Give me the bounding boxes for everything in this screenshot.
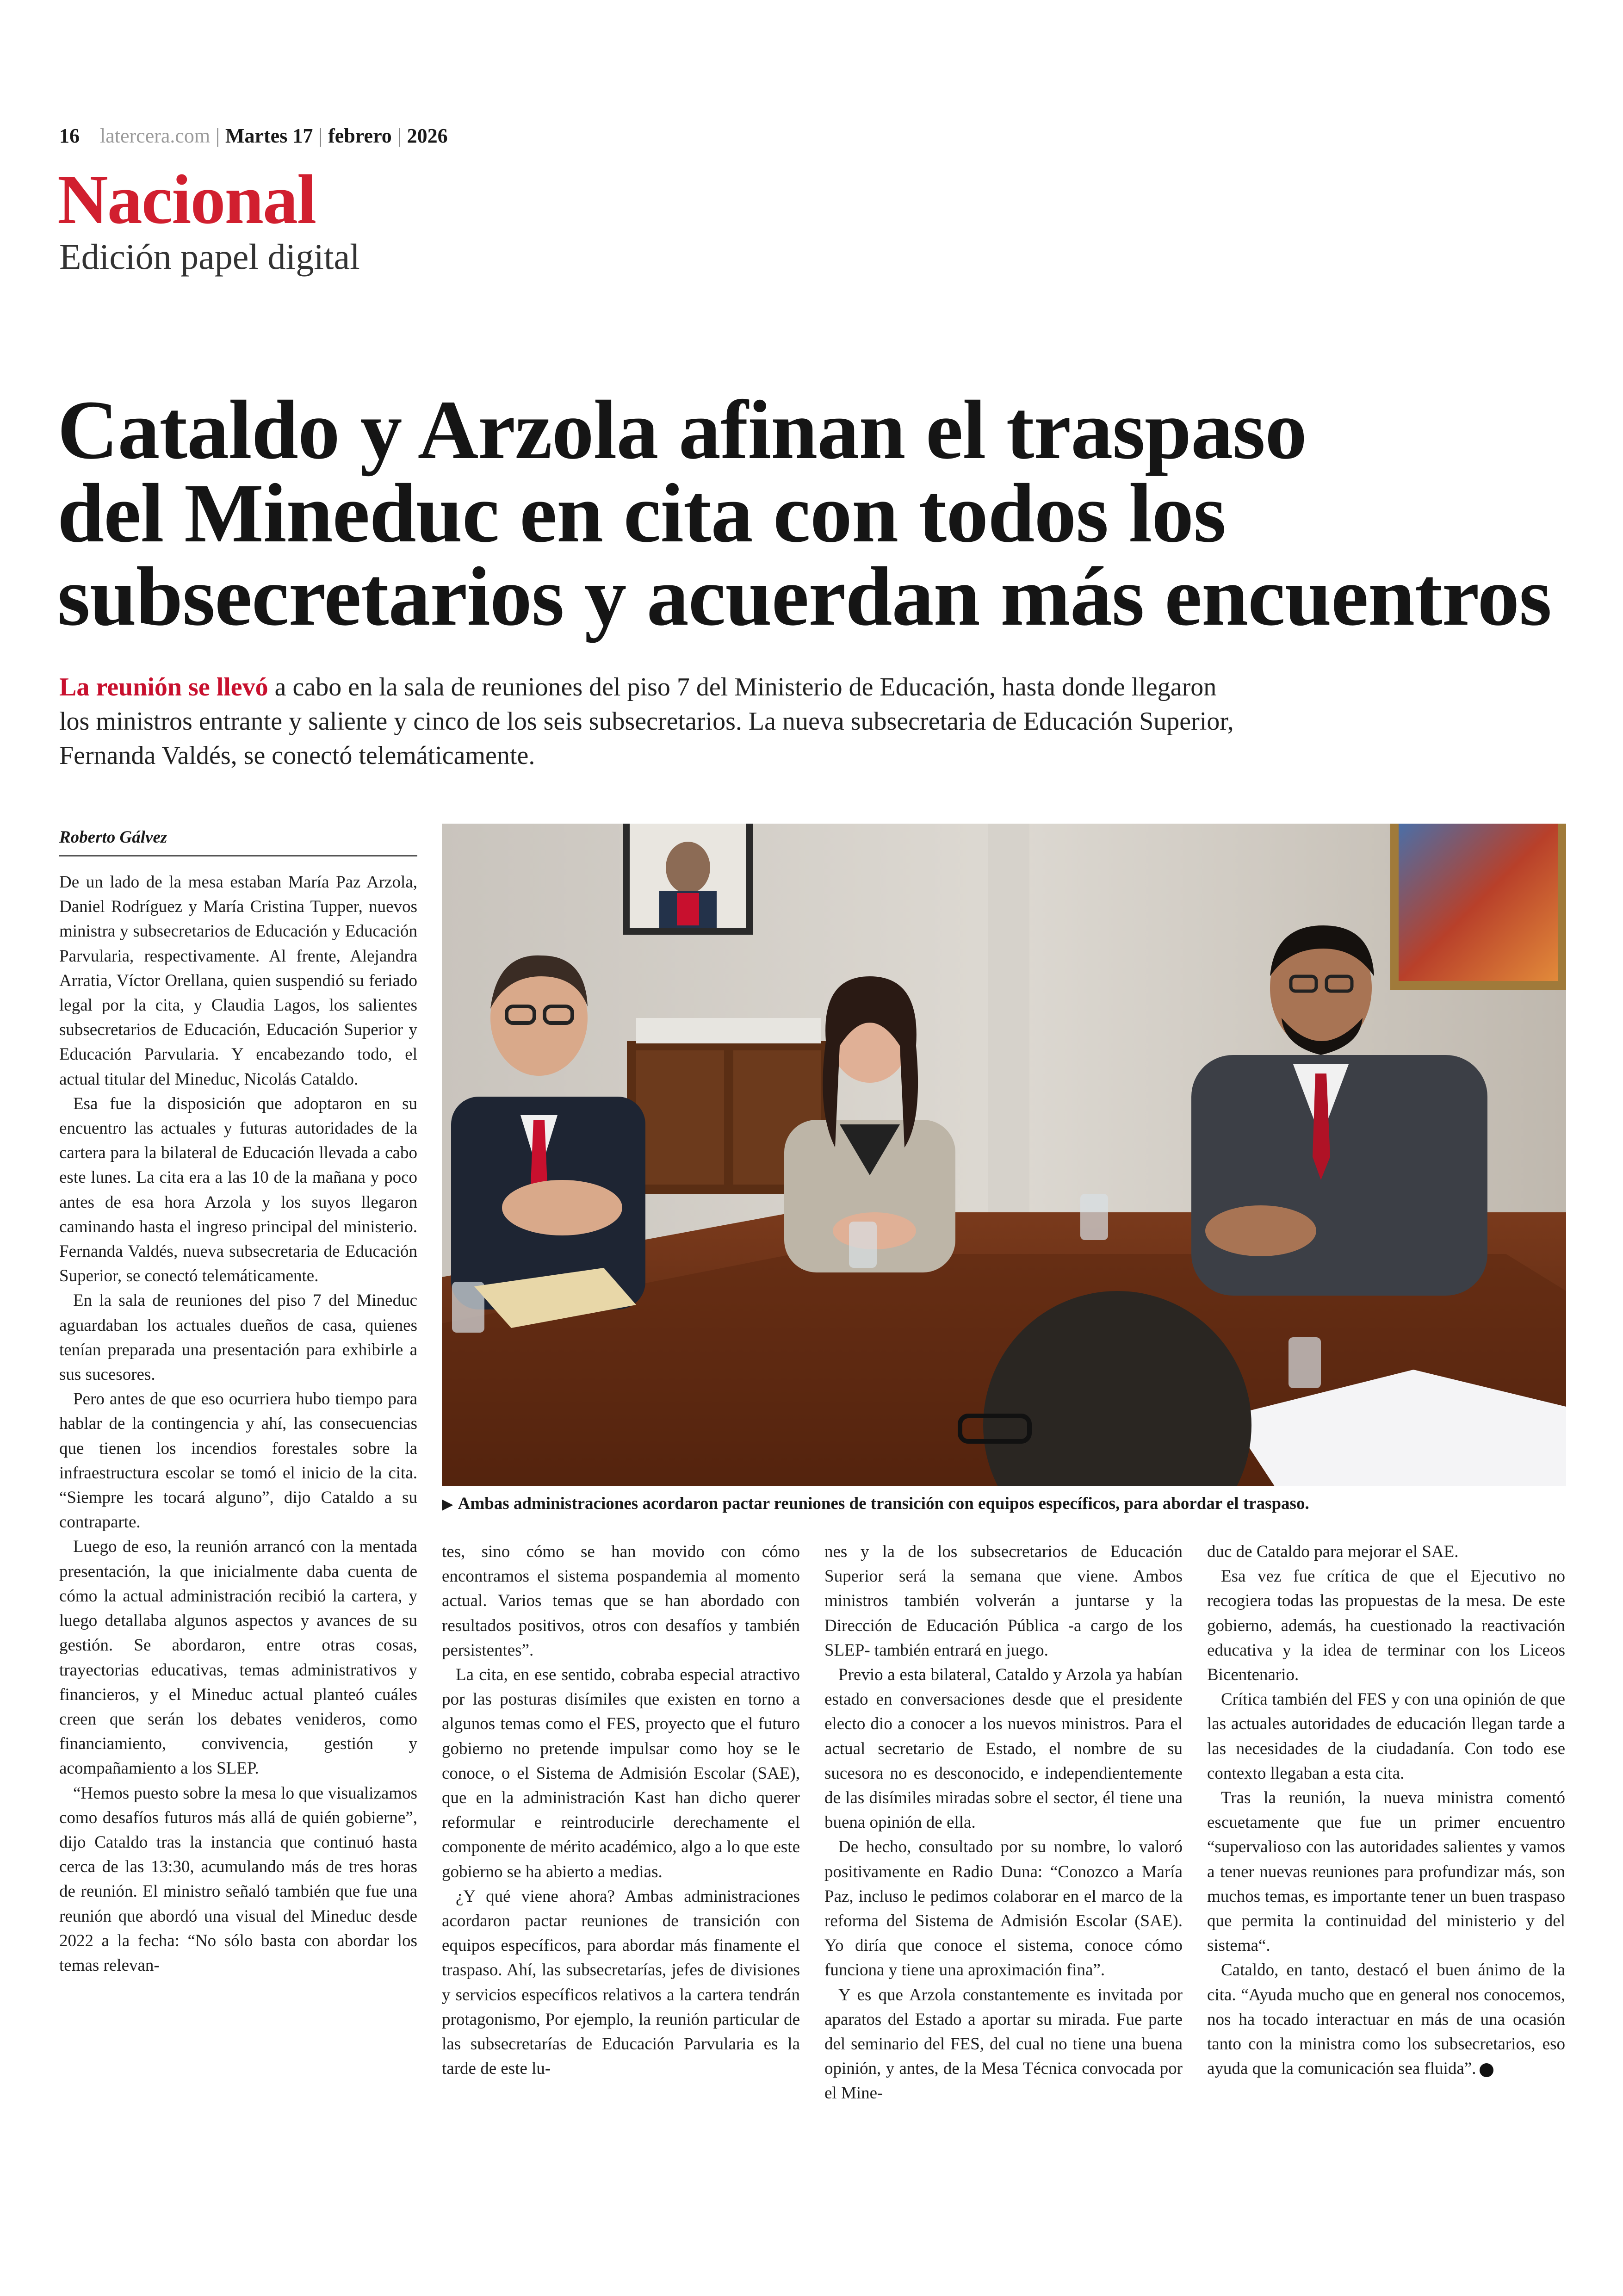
edition-label: Edición papel digital	[59, 236, 360, 277]
caption-arrow-icon: ▶	[442, 1496, 453, 1512]
article-column-3	[824, 1539, 1183, 2161]
body-paragraph: Crítica también del FES y con una opinión de que las actuales autoridades de educación llegan tarde a las necesidades de la ciudadanía. Con todo ese contexto llegaban a esta cita.	[1207, 1690, 1565, 1783]
body-paragraph: De hecho, consultado por su nombre, lo valoró positivamente en Radio Duna: “Conozco a María Paz, incluso le pedimos colaborar en el marco de la reforma del Sistema de Admisión Escolar (SAE). Yo diría que conoce el sistema, conoce cómo funciona y tiene una aproximación fina”.	[824, 1837, 1183, 1980]
headline-line: del Mineduc en cita con todos los	[57, 467, 1226, 560]
separator: |	[216, 124, 220, 147]
article-photo	[442, 824, 1566, 1486]
final-paragraph-text: Cataldo, en tanto, destacó el buen ánimo de la cita. “Ayuda mucho que en general nos conocemos, nos ha tocado interactuar en más de una ocasión tanto con la ministra como los subsecretarios, eso ayuda que la comunicación sea fluida”.	[1207, 1961, 1565, 2079]
site-name: latercera.com	[100, 124, 211, 147]
body-paragraph: nes y la de los subsecretarios de Educación Superior será la semana que viene. Ambos ministros también volverán a juntarse y la Dirección de Educación Pública -a cargo de los SLEP- también entrará en juego.	[824, 1542, 1183, 1660]
body-paragraph: Y es que Arzola constantemente es invitada por aparatos del Estado a aportar su mirada. Fue parte del seminario del FES, del cual no tiene una buena opinión, y antes, de la Mesa Técnica convocada por el Mine-	[824, 1985, 1183, 2103]
meeting-photo-illustration	[442, 824, 1566, 1486]
body-paragraph: Previo a esta bilateral, Cataldo y Arzola ya habían estado en conversaciones desde que el presidente electo dio a conocer a los nuevos ministros. Para el actual secretario de Estado, el nombre de su sucesora no es desconocido, e independientemente de las disímiles miradas sobre el sector, él tiene una buena opinión de ella.	[824, 1665, 1183, 1832]
byline-rule	[59, 855, 417, 856]
body-paragraph: Pero antes de que eso ocurriera hubo tiempo para hablar de la contingencia y ahí, las consecuencias que tienen los incendios forestales sobre la infraestructura escolar se tomó el inicio de la cita. “Siempre les tocará alguno”, dijo Cataldo a su contraparte.	[59, 1390, 417, 1532]
caption-text: Ambas administraciones acordaron pactar reuniones de transición con equipos específicos, para abordar el traspaso.	[458, 1494, 1309, 1513]
body-paragraph: duc de Cataldo para mejorar el SAE.	[1207, 1542, 1459, 1561]
lead-line: Fernanda Valdés, se conectó telemáticamente.	[59, 741, 535, 770]
body-paragraph	[1207, 1958, 1565, 2081]
headline	[57, 384, 1584, 643]
article-column-2	[442, 1539, 800, 2161]
headline-line: subsecretarios y acuerdan más encuentros	[57, 550, 1552, 643]
body-paragraph: tes, sino cómo se han movido con cómo encontramos el sistema pospandemia al momento actual. Varios temas que se han abordado con resultados positivos, otros con desafíos y también persistentes”.	[442, 1542, 800, 1660]
headline-line: Cataldo y Arzola afinan el traspaso	[57, 384, 1307, 477]
body-paragraph: “Hemos puesto sobre la mesa lo que visualizamos como desafíos futuros más allá de quién gobierne”, dijo Cataldo tras la instancia que continuó hasta cerca de las 13:30, acumulando más de tres horas de reunión. El ministro señaló también que fue una reunión que abordó una visual del Mineduc desde 2022 a la fecha: “No sólo basta con abordar los temas relevan-	[59, 1783, 417, 1975]
article-column-1	[59, 870, 417, 2161]
separator: |	[397, 124, 402, 147]
page-header-line	[59, 124, 448, 148]
body-paragraph: Luego de eso, la reunión arrancó con la mentada presentación, la que inicialmente daba cuenta de cómo la actual administración recibió la cartera, y luego detallaba algunos aspectos y avances de su gestión. Se abordaron, entre otras cosas, trayectorias educativas, temas administrativos y financieros, y el Mineduc actual planteó cuáles creen que serán los debates venideros, como financiamiento, convivencia, gestión y acompañamiento a los SLEP.	[59, 1537, 417, 1778]
section-title: Nacional	[57, 161, 316, 238]
lead-line1-text: a cabo en la sala de reuniones del piso 7 del Ministerio de Educación, hasta donde llegaron	[268, 673, 1217, 701]
lead-kicker: La reunión se llevó	[59, 673, 268, 701]
body-paragraph: La cita, en ese sentido, cobraba especial atractivo por las posturas disímiles que existen en torno a algunos temas como el FES, proyecto que el futuro gobierno no pretende impulsar como hoy se le conoce, o el Sistema de Admisión Escolar (SAE), que en la administración Kast han dicho querer reformular e reintroducirle derechamente el componente de mérito académico, algo a lo que este gobierno se ha abierto a medias.	[442, 1665, 800, 1881]
lead-line	[59, 670, 1563, 704]
body-paragraph: Esa vez fue crítica de que el Ejecutivo no recogiera todas las propuestas de la mesa. De este gobierno, además, ha cuestionado la reactivación educativa y la idea de terminar con los Liceos Bicentenario.	[1207, 1567, 1565, 1685]
body-paragraph: Esa fue la disposición que adoptaron en su encuentro las actuales y futuras autoridades de la cartera para la bilateral de Educación llevada a cabo este lunes. La cita era a las 10 de la mañana y poco antes de esa hora Arzola y los suyos llegaron caminando hasta el ingreso principal del ministerio. Fernanda Valdés, nueva subsecretaria de Educación Superior, se conectó telemáticamente.	[59, 1094, 417, 1286]
photo-caption	[442, 1494, 1566, 1514]
separator: |	[318, 124, 323, 147]
body-paragraph: De un lado de la mesa estaban María Paz Arzola, Daniel Rodríguez y María Cristina Tupper, nuevos ministra y subsecretarios de Educación y Educación Parvularia, respectivamente. Al frente, Alejandra Arratia, Víctor Orellana, quien suspendió su feriado legal por la cita, y Claudia Lagos, los salientes subsecretarios de Educación, Educación Superior y Educación Parvularia. Y encabezando todo, el actual titular del Mineduc, Nicolás Cataldo.	[59, 873, 417, 1089]
end-of-article-icon	[1480, 2063, 1493, 2077]
date-weekday: Martes 17	[225, 124, 313, 147]
article-column-4	[1207, 1539, 1565, 2161]
lead-line: los ministros entrante y saliente y cinco de los seis subsecretarios. La nueva subsecretaria de Educación Superior,	[59, 707, 1234, 736]
date-month: febrero	[328, 124, 392, 147]
body-paragraph: En la sala de reuniones del piso 7 del Mineduc aguardaban los actuales dueños de casa, quienes tenían preparada una presentación para exhibirle a sus sucesores.	[59, 1291, 417, 1384]
byline: Roberto Gálvez	[59, 828, 167, 847]
date-year: 2026	[407, 124, 448, 147]
lead-paragraph	[59, 670, 1563, 773]
page-number: 16	[59, 124, 80, 147]
body-paragraph: Tras la reunión, la nueva ministra comentó escuetamente que fue un primer encuentro “supervalioso con las autoridades salientes y vamos a tener nuevas reuniones para profundizar más, son muchos temas, es importante tener un buen traspaso que permita la continuidad del ministerio y del sistema“.	[1207, 1788, 1565, 1955]
body-paragraph: ¿Y qué viene ahora? Ambas administraciones acordaron pactar reuniones de transición con equipos específicos, para abordar más finamente el traspaso. Ahí, las subsecretarías, jefes de divisiones y servicios específicos relativos a la cartera tendrán protagonismo, Por ejemplo, la reunión particular de las subsecretarías de Educación Parvularia es la tarde de este lu-	[442, 1886, 800, 2079]
